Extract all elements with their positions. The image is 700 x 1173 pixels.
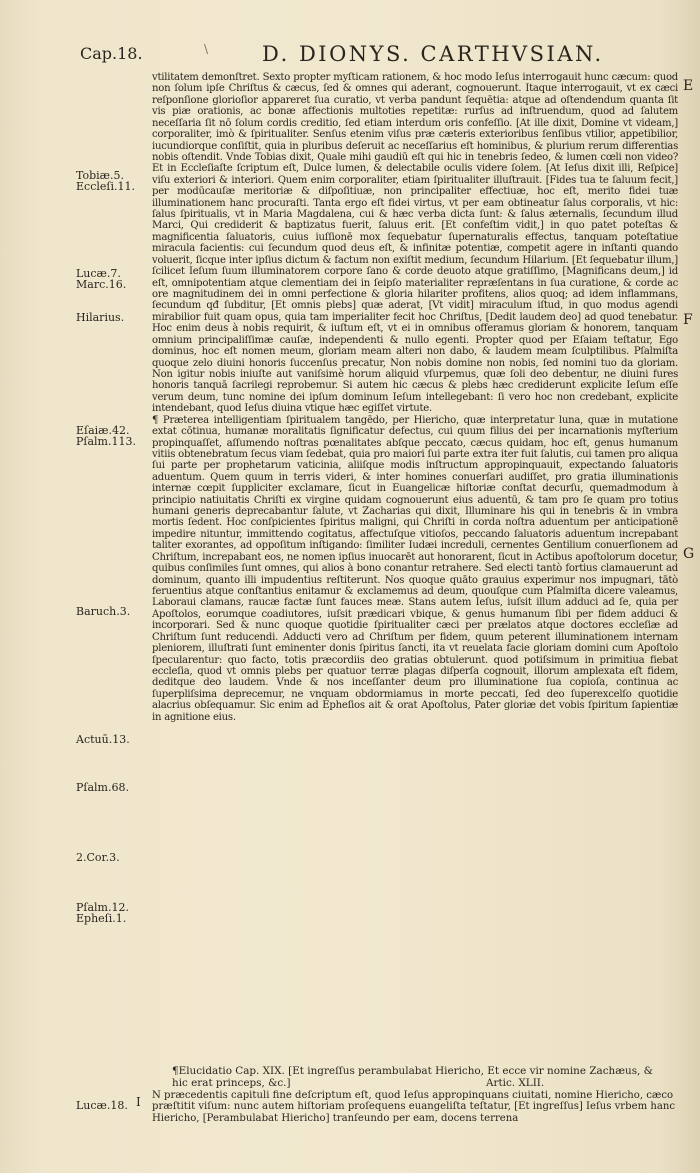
header-mark: \ [204,42,209,56]
paragraph: vtilitatem demonſtret. Sexto propter myſticam rationem, & hoc modo Ieſus interrogauit hunc cæcum: quod non ſolum ipſe Chriſtus & cæcus, ſed & omnes qui aderant, cognouerunt. Itaque interrogauit, vt ex cæci reſponſione glorioſior appareret ſua curatio, vt verba pandunt ſequētia: atque ad oſtendendum quanta ſit vis piæ orationis, ac bonæ affectionis multoties repetitæ: rurſus ad inſtruendum, quod ad ſalutem neceſſaria ſit nō ſolum cordis creditio, ſed etiam interdum oris confeſſio. [At ille dixit, Domine vt videam,] corporaliter, imò & ſpiritualiter. Senſus etenim viſus præ cæteris exterioribus ſenſibus vtilior, appetibilior, iucundiorque conſiſtit, quia in pluribus deſeruit ac neceſſarius eſt hominibus, & plurium rerum differentias nobis oſtendit. Vnde Tobias dixit, Quale mihi gaudiū eſt qui hic in tenebris ſedeo, & lumen cœli non video? Et in Eccleſiaſte ſcriptum eſt, Dulce lumen, & delectabile oculis videre ſolem. [At Ieſus dixit illi, Reſpice] viſu exteriori & interiori. Quem enim corporaliter, etiam ſpiritualiter illuſtrauit. [Fides tua te ſaluum fecit,] per modūcauſæ meritoriæ & diſpoſitiuæ, non principaliter effectiuæ, hoc eſt, merito fidei tuæ illuminationem hanc procuraſti. Tanta ergo eſt fidei virtus, vt per eam obtineatur ſalus corporalis, vt hic: ſalus ſpiritualis, vt in Maria Magdalena, cui & hæc verba dicta ſunt: & ſalus æternalis, ſecundum illud Marci, Qui crediderit & baptizatus fuerit, ſaluus erit. [Et confeſtim vidit,] in quo patet poteſtas & magnificentia ſaluatoris, cuius iuſſionē mox ſequebatur ſupernaturalis effectus, tanquam poteſtatiue miracula facientis: cui ſecundum quod deus eſt, & infinitæ potentiæ, competit agere in inſtanti quando voluerit, ſicque inter ipſius dictum & factum non exiſtit medium, ſecundum Hilarium. [Et ſequebatur illum,] ſcilicet Ieſum ſuum illuminatorem corpore ſano & corde deuoto atque gratiſſimo, [Magnificans deum,] id eſt, omnipotentiam atque clementiam dei in ſeipſo materialiter repræſentans in ſua curatione, & corde ac ore magnitudinem dei in omni perfectione & gloria hilariter profitens, alios quoq; ad idem inflammans, ſecundum qđ ſubditur, [Et omnis plebs] quæ aderat, [Vt vidit] miraculum iſtud, in quo modus agendi mirabilior fuit quam opus, quia tam imperialiter fecit hoc Chriſtus, [Dedit laudem deo] ad quod tenebatur. Hoc enim deus à nobis requirit, & iuſtum eſt, vt ei in omnibus offeramus gloriam & honorem, tanquam omnium principaliſſimæ cauſæ, independenti & nullo egenti. Propter quod per Eſaiam teſtatur, Ego dominus, hoc eſt nomen meum, gloriam meam alteri non dabo, & laudem meam ſculptilibus. Pſalmiſta quoque zelo diuini honoris ſuccenſus precatur, Non nobis domine non nobis, ſed nomini tuo da gloriam. Non igitur nobis iniuſte aut vaniſsimè horum aliquid vſurpemus, quæ ſoli deo debentur, ne diuini fures honoris tanquā ſacrilegi reprobemur. Si autem hic cæcus & plebs hæc crediderunt explicite Ieſum eſſe verum deum, tunc nomine dei ipſum dominum Ieſum intellegebant: ſi vero hoc non credebant, explicite intendebant, quod Ieſus diuina vtique hæc egiſſet virtute. [152,72,678,415]
margin-ref-tobiae: Tobiæ.5. [76,169,124,182]
margin-ref-hilarius: Hilarius. [76,311,125,324]
margin-note [76,425,156,447]
margin-note [76,606,156,617]
margin-note [76,1100,156,1111]
margin-note [76,312,156,323]
section-letter-g: G [683,546,695,562]
margin-note [76,902,156,924]
margin-note [76,268,156,290]
drop-cap: I [136,1095,141,1109]
margin-ref-actuu: Actuū.13. [76,733,130,746]
margin-ref-baruch: Baruch.3. [76,605,131,618]
margin-ref-cor: 2.Cor.3. [76,851,120,864]
paragraph: ¶ Præterea intelligentiam ſpiritualem tangēdo, per Hiericho, quæ interpretatur luna, quæ in mutatione extat cōtinua, humanæ moralitatis ſignificatur defectus, cui quum filius dei per incarnationis myſterium propinquaſſet, aſſumendo noſtras pœnalitates abſque peccato, cæcus quidam, hoc eſt, genus humanum vitiis obtenebratum ſecus viam ſedebat, quia pro maiori ſui parte extra iter fuit ſalutis, cui tamen pro aliqua ſui parte per prophetarum vaticinia, aliiſque modis inſtructum appropinquauit, expectando ſaluatoris aduentum. Quem quum in terris videri, & inter homines conuerſari audiſſet, pro gratia illuminationis internæ cœpit ſuppliciter exclamare, ſicut in Euangelicæ hiſtoriæ conſtat decurſu, quemadmodum à principio natiuitatis Chriſti ex virgine quidam cognouerunt eius aduentū, & tam pro ſe quam pro totius humani generis deprecabantur ſalute, vt Zacharias qui dixit, Illuminare his qui in tenebris & in vmbra mortis ſedent. Hoc conſpicientes ſpiritus maligni, qui Chriſti in corda noſtra aduentum per anticipationē impedire nituntur, immittendo cogitatus, affectuſque vitioſos, peccando ſaluatoris aduentum increpabant taliter exorantes, ad oppoſitum inſtigando: ſimiliter Iudæi increduli, cernentes Gentilium conuerſionem ad Chriſtum, increpabant eos, ne nomen ipſius inuocarēt aut honorarent, ſicut in Actibus apoſtolorum docetur, quibus conſimiles ſunt omnes, qui alios à bono conantur retrahere. Sed electi tantò fortius clamauerunt ad dominum, quanto illi impudentius reſtiterunt. Nos quoque quāto grauius experimur nos impugnari, tātò feruentius atque conſtantius enitamur & exclamemus ad deum, quouſque cum Pſalmiſta dicere valeamus, Laboraui clamans, raucæ factæ ſunt fauces meæ. Stans autem Ieſus, iuſsit illum adduci ad ſe, quia per Apoſtolos, eorumque coadiutores, iuſsit prædicari vbique, & genus humanum ſibi per fidem adduci & incorporari. Sed & nunc quoque quotidie ſpiritualiter cæci per prælatos atque doctores eccleſiæ ad Chriſtum ſunt reducendi. Adducti vero ad Chriſtum per fidem, quum peterent illuminationem internam pleniorem, illuſtrati ſunt eminenter donis ſpiritus ſancti, ita vt reuelata facie gloriam domini cum Apoſtolo ſpecularentur: quo facto, totis præcordiis deo gratias obtulerunt. quod potiſsimum in primitiua fiebat eccleſia, quod vt omnis plebs per quatuor terræ plagas diſperſa cognouit, illorum amplexata eſt fidem, deditque deo laudem. Vnde & nos inceſſanter deum pro illuminatione ſua copioſa, continua ac ſuperpliſsima deprecemur, ne vnquam obdormiamus in morte peccati, ſed deo ſuperexcelſo quotidie alacrius obſequamur. Sic enim ad Epheſios ait & orat Apoſtolus, Pater gloriæ det vobis ſpiritum ſapientiæ in agnitione eius. [152,414,678,723]
margin-ref-esaiae: Eſaiæ.42. [76,424,130,437]
margin-note [76,734,156,745]
running-header [0,42,700,72]
article-number: Artic. XLII. [486,1077,545,1089]
margin-ref-psalm113: Pſalm.113. [76,435,136,448]
margin-ref-ephes: Epheſi.1. [76,912,127,925]
section-letter-e: E [683,78,694,94]
elucidatio-text: N præcedentis capituli fine deſcriptum eſt, quod Ieſus appropinquans ciuitati, nomine Hiericho, cæco præſtitit viſum: nunc autem hiſtoriam proſequens euangeliſta teſtatur, [Et ingreſſus] Ieſus vrbem hanc Hiericho, [Perambulabat Hiericho] tranſeundo per eam, docens terrena [152,1090,676,1124]
margin-note [76,170,156,192]
main-text [152,72,678,723]
margin-note [76,852,156,863]
section-letter-f: F [683,312,693,328]
page-title: D. DIONYS. CARTHVSIAN. [262,42,604,66]
margin-note [76,782,156,793]
margin-ref-psalm68: Pſalm.68. [76,781,129,794]
margin-ref-eccles: Eccleſi.11. [76,180,135,193]
margin-ref-lucae18: Lucæ.18. [76,1099,128,1112]
elucidatio-heading: ¶Elucidatio Cap. XIX. [Et ingreſſus perambulabat Hiericho, Et ecce vir nomine Zachæus, & hic erat princeps, &c.] [172,1065,653,1089]
margin-ref-lucae7: Lucæ.7. [76,267,121,280]
margin-ref-psalm12: Pſalm.12. [76,901,129,914]
chapter-label: Cap.18. [80,44,143,63]
margin-ref-marc: Marc.16. [76,278,127,291]
